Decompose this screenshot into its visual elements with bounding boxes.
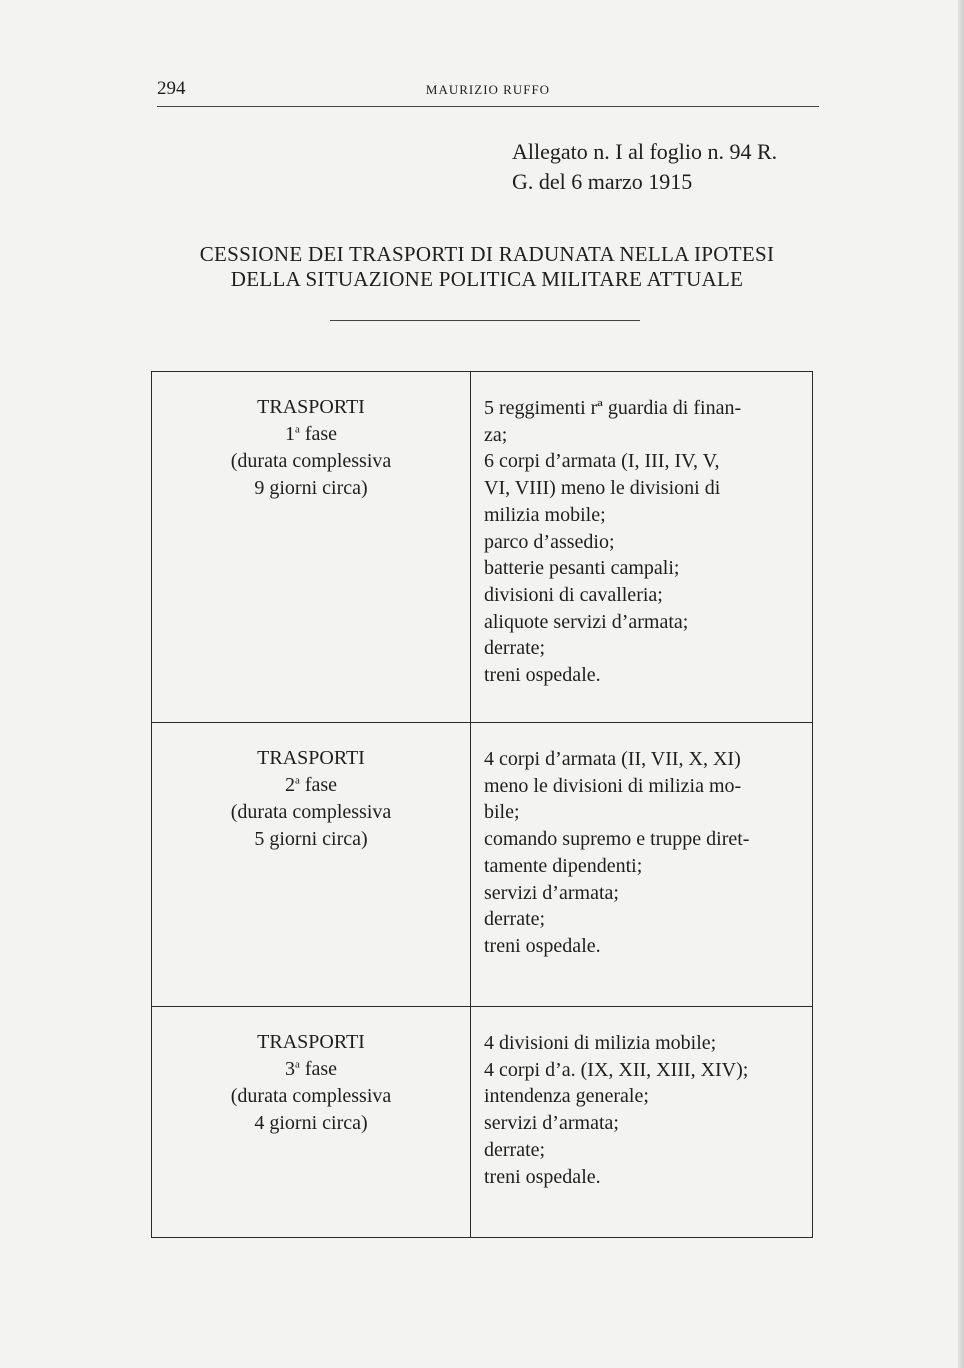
phase-heading: TRASPORTI — [257, 396, 365, 418]
phase-word: fase — [304, 774, 338, 796]
unit-line: treni ospedale. — [484, 1165, 601, 1188]
running-head: MAURIZIO RUFFO — [425, 82, 551, 97]
phase-duration: (durata complessiva — [230, 801, 392, 823]
unit-line: comando supremo e truppe diret- — [484, 828, 750, 851]
unit-line: 4 divisioni di milizia mobile; — [484, 1032, 717, 1054]
unit-line: parco d’assedio; — [484, 530, 615, 553]
unit-line: bile; — [484, 801, 520, 824]
phase-ordinal: a — [294, 774, 300, 787]
page-header — [157, 78, 819, 108]
annex-line: Allegato n. I al foglio n. 94 R. — [512, 139, 778, 164]
unit-line: servizi d’armata; — [484, 881, 619, 904]
unit-line: aliquote servizi d’armata; — [484, 610, 689, 633]
unit-line: milizia mobile; — [484, 503, 606, 526]
unit-line: derrate; — [484, 1138, 546, 1161]
table-row — [152, 723, 813, 1007]
transport-table — [151, 371, 813, 1238]
unit-line: 5 reggimenti rª guardia di finan- — [484, 397, 742, 419]
phase-word: fase — [304, 423, 338, 445]
phase-ordinal: a — [294, 423, 300, 436]
unit-line: za; — [484, 423, 508, 446]
phase-duration: 9 giorni circa) — [254, 477, 368, 499]
annex-reference — [512, 137, 832, 197]
phase-number: 3 — [284, 1058, 295, 1080]
phase-cell — [152, 723, 471, 1007]
phase-duration: 4 giorni circa) — [254, 1112, 368, 1134]
phase-number: 2 — [284, 774, 295, 796]
unit-line: 4 corpi d’a. (IX, XII, XIII, XIV); — [484, 1058, 749, 1081]
document-title — [150, 242, 824, 292]
table-row — [152, 1007, 813, 1238]
unit-line: divisioni di cavalleria; — [484, 583, 663, 606]
unit-line: derrate; — [484, 637, 546, 660]
phase-cell — [152, 1007, 471, 1238]
annex-line: G. del 6 marzo 1915 — [512, 169, 693, 194]
unit-line: servizi d’armata; — [484, 1112, 619, 1135]
unit-line: intendenza generale; — [484, 1085, 649, 1108]
unit-line: meno le divisioni di milizia mo- — [484, 774, 742, 797]
unit-line: tamente dipendenti; — [484, 854, 643, 877]
phase-heading: TRASPORTI — [257, 1031, 365, 1053]
title-rule — [330, 320, 640, 321]
table-row — [152, 372, 813, 723]
unit-line: VI, VIII) meno le divisioni di — [484, 477, 721, 500]
unit-line: derrate; — [484, 908, 546, 931]
units-cell — [471, 1007, 813, 1238]
header-rule — [157, 106, 819, 107]
phase-number: 1 — [284, 423, 295, 445]
unit-line: treni ospedale. — [484, 934, 601, 957]
phase-label — [152, 421, 470, 448]
units-cell — [471, 723, 813, 1007]
phase-word: fase — [304, 1058, 338, 1080]
title-line: DELLA SITUAZIONE POLITICA MILITARE ATTUALE — [230, 267, 744, 291]
phase-duration: (durata complessiva — [230, 1085, 392, 1107]
unit-line: batterie pesanti campali; — [484, 557, 680, 580]
phase-duration: 5 giorni circa) — [254, 828, 368, 850]
unit-line: 4 corpi d’armata (II, VII, X, XI) — [484, 748, 741, 770]
unit-line: treni ospedale. — [484, 664, 601, 687]
phase-cell — [152, 372, 471, 723]
phase-label — [152, 772, 470, 799]
unit-line: 6 corpi d’armata (I, III, IV, V, — [484, 450, 720, 473]
page-number: 294 — [157, 78, 186, 99]
title-line: CESSIONE DEI TRASPORTI DI RADUNATA NELLA IPOTESI — [199, 242, 775, 266]
phase-label — [152, 1056, 470, 1083]
units-cell — [471, 372, 813, 723]
phase-duration: (durata complessiva — [230, 450, 392, 472]
page-edge — [958, 0, 964, 1368]
phase-ordinal: a — [294, 1058, 300, 1071]
phase-heading: TRASPORTI — [257, 747, 365, 769]
